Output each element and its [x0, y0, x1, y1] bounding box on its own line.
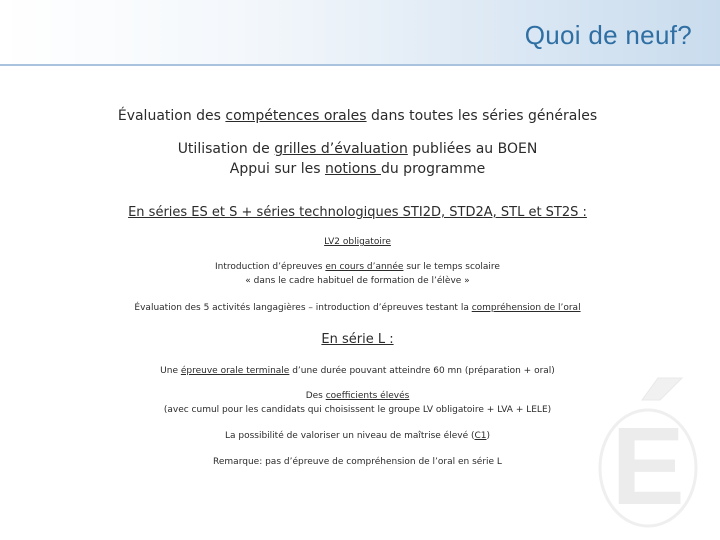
intro-line: Introduction d’épreuves en cours d’année sur le temps scolaire [215, 262, 500, 272]
remarque-line: Remarque: pas d’épreuve de compréhension de l’oral en série L [213, 457, 502, 467]
lv2-line: LV2 obligatoire [324, 237, 391, 247]
es-s-heading: En séries ES et S + séries technologiques STI2D, STD2A, STL et ST2S : [128, 205, 587, 220]
coef-line: Des coefficients élevés [305, 391, 410, 401]
valoriser-line: La possibilité de valoriser un niveau de maîtrise élevé (C1) [224, 431, 491, 441]
eval-line: Évaluation des 5 activités langagières – introduction d’épreuves testant la compréhension de l’oral [134, 303, 581, 313]
general-line-3: Appui sur les notions du programme [229, 161, 486, 177]
epreuve-line: Une épreuve orale terminale d’une durée pouvant atteindre 60 mn (préparation + oral) [160, 366, 555, 376]
general-line-1: Évaluation des compétences orales dans toutes les séries générales [117, 108, 598, 124]
serie-l-heading: En série L : [321, 332, 394, 347]
cadre-line: « dans le cadre habituel de formation de l’élève » [245, 276, 470, 286]
general-line-2: Utilisation de grilles d’évaluation publiées au BOEN [177, 141, 538, 157]
e-accent-watermark-logo [596, 372, 706, 532]
cumul-line: (avec cumul pour les candidats qui choisissent le groupe LV obligatoire + LVA + LELE) [163, 405, 552, 415]
svg-text:E: E [611, 405, 685, 528]
page-title: Quoi de neuf? [524, 20, 692, 50]
